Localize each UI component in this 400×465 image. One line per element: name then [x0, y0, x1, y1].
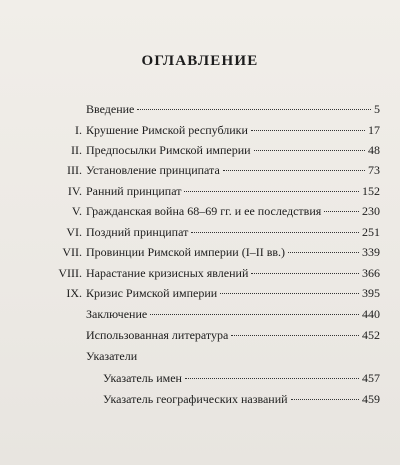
toc-entry: [86, 327, 380, 343]
toc-entry-label: Заключение: [86, 307, 148, 321]
toc-title: ОГЛАВЛЕНИЕ: [141, 53, 259, 69]
toc-entry: [50, 224, 380, 240]
toc-entry-label: Установление принципата: [86, 163, 220, 177]
dot-leader: [324, 211, 359, 212]
dot-leader: [251, 130, 365, 131]
toc-entry-page: 152: [362, 184, 380, 198]
dot-leader: [291, 399, 359, 400]
chapter-number: IX.: [66, 286, 82, 300]
dot-leader: [220, 293, 359, 294]
chapter-number: VI.: [66, 225, 82, 239]
chapter-number: IV.: [67, 184, 82, 198]
toc-entry: [50, 203, 380, 219]
chapter-number: V.: [71, 204, 82, 218]
toc-entry-label: Предпосылки Римской империи: [86, 143, 251, 157]
dot-leader: [251, 273, 359, 274]
toc-entry: [50, 183, 380, 199]
toc-entry: [86, 306, 380, 322]
dot-leader: [150, 314, 359, 315]
toc-entry-page: 230: [362, 204, 380, 218]
toc-entry: [50, 162, 380, 178]
toc-entry: [50, 244, 380, 260]
chapter-number: II.: [71, 143, 82, 157]
toc-entry: [50, 285, 380, 301]
toc-entry-label: Указатель имен: [103, 371, 182, 385]
toc-entry: [86, 101, 380, 117]
toc-entry: [50, 265, 380, 281]
toc-entry-page: 366: [362, 266, 380, 280]
toc-entry-page: 17: [368, 123, 380, 137]
toc-entry-label: Кризис Римской империи: [86, 286, 218, 300]
toc-entry-label: Использованная литература: [86, 328, 229, 342]
toc-entry-page: 339: [362, 245, 380, 259]
toc-entry-page: 459: [362, 392, 380, 406]
toc-entry-page: 5: [374, 102, 380, 116]
toc-entry: [50, 142, 380, 158]
toc-entry: [50, 122, 380, 138]
toc-entry-label: Крушение Римской республики: [86, 123, 248, 137]
toc-entry-label: Ранний принципат: [86, 184, 182, 198]
toc-entry: [103, 370, 380, 386]
dot-leader: [254, 150, 365, 151]
dot-leader: [184, 191, 359, 192]
toc-entry: [103, 391, 380, 407]
dot-leader: [185, 378, 359, 379]
dot-leader: [288, 252, 359, 253]
toc-entry-page: 395: [362, 286, 380, 300]
chapter-number: VII.: [62, 245, 82, 259]
toc-entry-label: Введение: [86, 102, 135, 116]
toc-entry-label: Поздний принципат: [86, 225, 189, 239]
toc-entry-label: Указатель географических названий: [103, 392, 288, 406]
toc-entry-page: 440: [362, 307, 380, 321]
dot-leader: [137, 109, 371, 110]
dot-leader: [191, 232, 359, 233]
toc-entry-label: Гражданская война 68–69 гг. и ее последствия: [86, 204, 322, 218]
chapter-number: III.: [67, 163, 82, 177]
toc-entry-page: 457: [362, 371, 380, 385]
toc-entry-label: Нарастание кризисных явлений: [86, 266, 249, 280]
chapter-number: I.: [75, 123, 82, 137]
toc-entry-page: 452: [362, 328, 380, 342]
toc-entry-label: Указатели: [86, 349, 138, 363]
dot-leader: [223, 170, 365, 171]
toc-section-heading: [86, 348, 380, 364]
toc-entry-page: 48: [368, 143, 380, 157]
chapter-number: VIII.: [58, 266, 82, 280]
toc-entry-page: 251: [362, 225, 380, 239]
toc-entry-label: Провинции Римской империи (I–II вв.): [86, 245, 286, 259]
toc-entry-page: 73: [368, 163, 380, 177]
dot-leader: [231, 335, 359, 336]
